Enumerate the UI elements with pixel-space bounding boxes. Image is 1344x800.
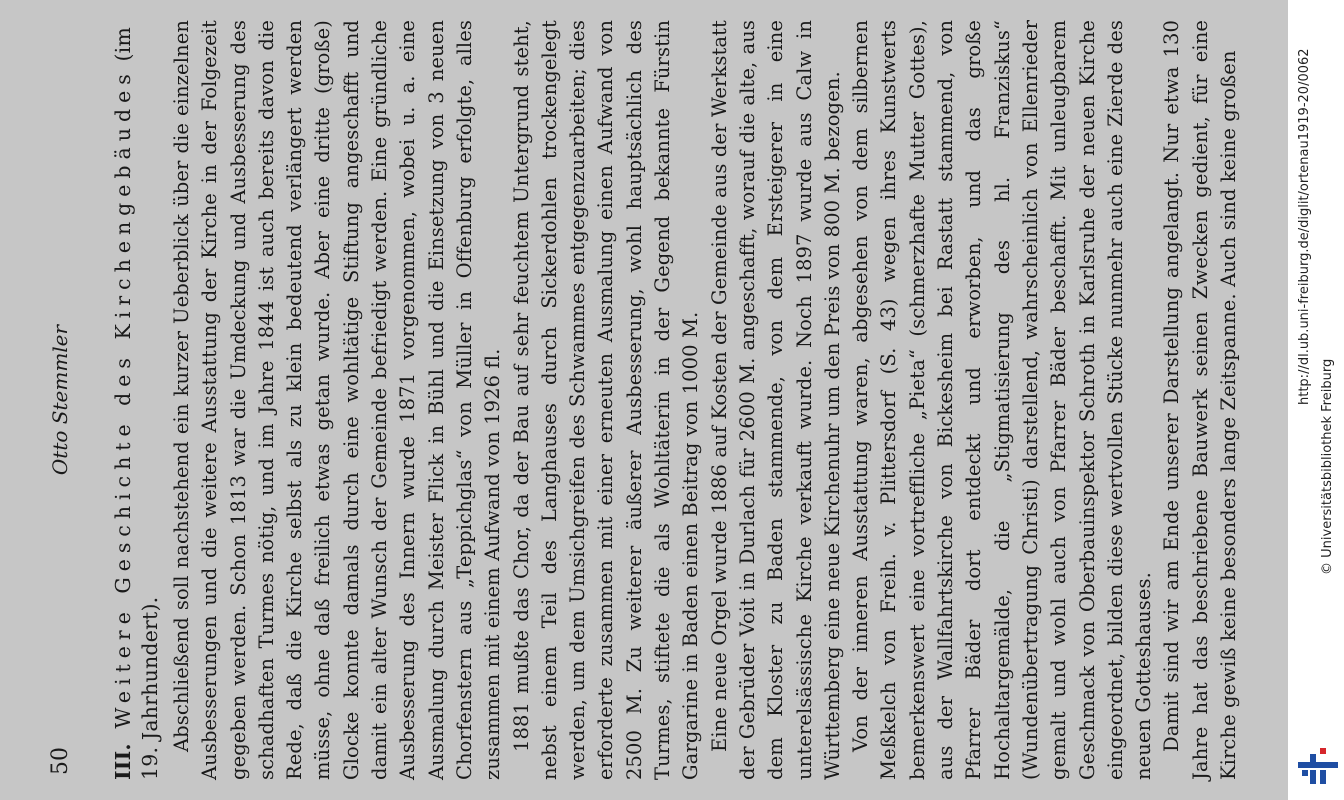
section-heading xyxy=(110,20,164,780)
section-title-rest: (im 19. Jahrhundert). xyxy=(111,26,162,780)
page-number: 50 xyxy=(48,747,73,775)
section-numeral: III. xyxy=(111,743,135,780)
source-url[interactable]: http://dl.ub.uni-freiburg.de/diglit/ortenau1919-20/0062 xyxy=(1297,48,1312,405)
page-header xyxy=(30,20,90,780)
running-title: Otto Stemmler xyxy=(48,324,72,476)
paragraph-2: 1881 mußte das Chor, da der Bau auf sehr feuchtem Untergrund steht, nebst einem Teil des Langhauses durch Sickerdohlen trockengelegt werden, um dem Umsichgreifen des Schwammes entgegenzuarbeiten; dies erforderte zusammen mit einer erneuten Ausmalung einen Aufwand von 2500 M. Zu weiterer äußerer Ausbesserung, wohl hauptsächlich des Turmes, stiftete die als Wohltäterin in der Gegend bekannte Fürstin Gargarine in Baden einen Beitrag von 1000 M. xyxy=(509,20,703,780)
rotated-page-content xyxy=(30,20,1280,780)
copyright-notice: © Universitätsbibliothek Freiburg xyxy=(1320,358,1335,575)
paragraph-3: Eine neue Orgel wurde 1886 auf Kosten der Gemeinde aus der Werkstatt der Gebrüder Voit in Durlach für 2600 M. angeschafft, worauf die alte, aus dem Kloster zu Baden stammende, von dem Ersteigerer in eine unterelsässische Kirche verkauft wurde. Noch 1897 wurde aus Calw in Württemberg eine neue Kirchenuhr um den Preis von 800 M. bezogen. xyxy=(707,20,844,780)
paragraph-1: Abschließend soll nachstehend ein kurzer Ueberblick über die einzelnen Ausbesserungen und die weitere Ausstattung der Kirche in der Folgezeit gegeben werden. Schon 1813 war die Umdeckung und Ausbesserung des schadhaften Turmes nötig, und im Jahre 1844 ist auch bereits davon die Rede, daß die Kirche selbst als zu klein bedeutend verlängert werden müsse, ohne daß freilich etwas getan wurde. Aber eine dritte (große) Glocke konnte damals durch eine wohltätige Stiftung angeschafft und damit ein alter Wunsch der Gemeinde befriedigt werden. Eine gründliche Ausbesserung des Innern wurde 1871 vorgenommen, wobei u. a. eine Ausmalung durch Meister Flick in Bühl und die Einsetzung von 3 neuen Chorfenstern aus „Teppichglas“ von Müller in Offenburg erfolgte, alles zusammen mit einem Aufwand von 1926 fl. xyxy=(170,20,505,780)
page-body xyxy=(110,20,1243,780)
paragraph-4: Von der inneren Ausstattung waren, abgesehen von dem silbernen Meßkelch von Freih. v. Plittersdorf (S. 43) wegen ihres Kunstwerts bemerkenswert eine vortreffliche „Pieta“ (schmerzhafte Mutter Gottes), aus der Wallfahrtskirche von Bickesheim bei Rastatt stammend, von Pfarrer Bäder dort entdeckt und erworben, und das große Hochaltargemälde, die „Stigmatisierung des hl. Franziskus“ (Wundenübertragung Christi) darstellend, wahrscheinlich von Ellenrieder gemalt und wohl auch von Pfarrer Bäder beschafft. Mit unleugbarem Geschmack von Oberbauinspektor Schroth in Karlsruhe der neuen Kirche eingeordnet, bilden diese wertvollen Stücke nunmehr auch eine Zierde des neuen Gotteshauses. xyxy=(849,20,1156,780)
library-logo-icon xyxy=(1296,746,1340,788)
paragraph-5: Damit sind wir am Ende unserer Darstellung angelangt. Nur etwa 130 Jahre hat das beschriebene Bauwerk seinen Zwecken gedient, für eine Kirche gewiß keine besonders lange Zeitspanne. Auch sind keine großen xyxy=(1160,20,1240,780)
section-title: Weitere Geschichte des Kirchengebäudes xyxy=(111,68,135,729)
